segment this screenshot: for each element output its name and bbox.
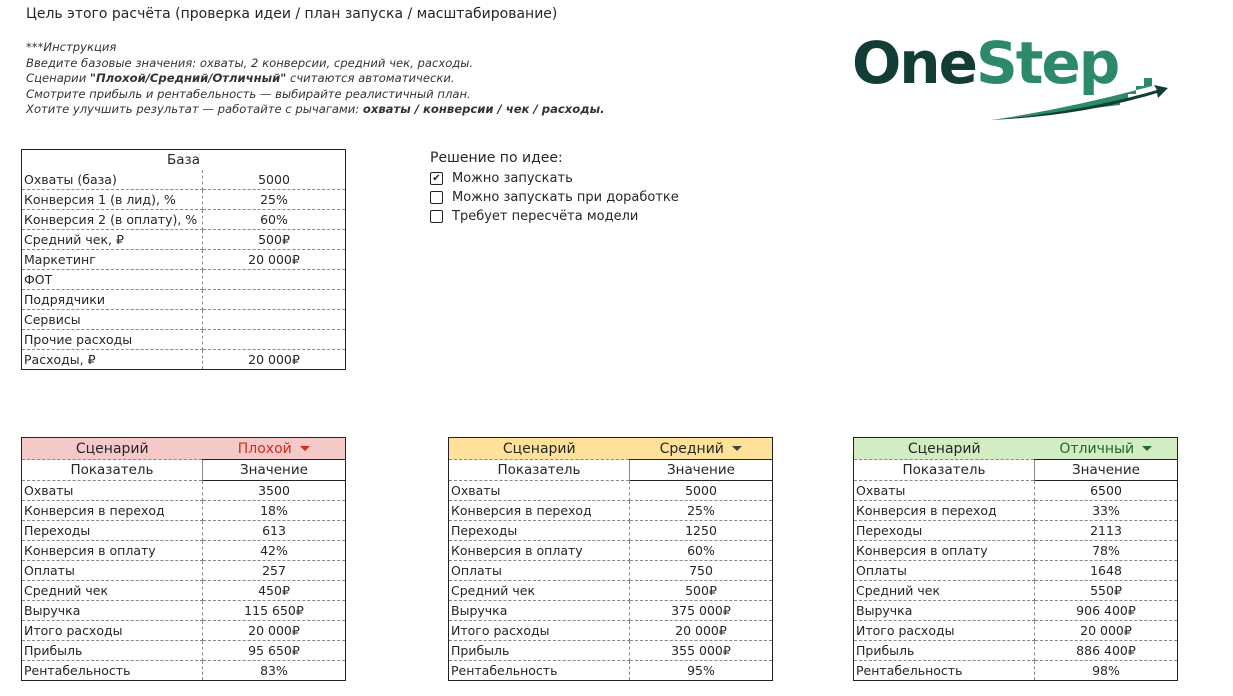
indicator-label: Прибыль — [854, 641, 1035, 661]
table-row — [22, 621, 346, 641]
decision-option-label: Можно запускать — [452, 171, 573, 186]
scenario-header-row — [449, 438, 773, 460]
scenario-label: Сценарий — [22, 438, 203, 460]
indicator-value: 355 000₽ — [630, 641, 773, 661]
indicator-label: Оплаты — [854, 561, 1035, 581]
table-row — [449, 621, 773, 641]
scenario-value: Отличный — [1059, 440, 1135, 457]
base-row — [22, 350, 346, 370]
table-row — [22, 561, 346, 581]
column-header-value: Значение — [203, 460, 346, 481]
indicator-value: 450₽ — [203, 581, 346, 601]
indicator-label: Оплаты — [449, 561, 630, 581]
indicator-value: 1648 — [1035, 561, 1178, 581]
decision-option-label: Можно запускать при доработке — [452, 190, 679, 205]
table-row — [449, 581, 773, 601]
table-row — [449, 641, 773, 661]
column-header-indicator: Показатель — [854, 460, 1035, 481]
scenario-value: Средний — [659, 440, 724, 457]
base-label: Маркетинг — [22, 250, 203, 270]
indicator-value: 6500 — [1035, 481, 1178, 501]
base-row — [22, 190, 346, 210]
base-label: Прочие расходы — [22, 330, 203, 350]
dropdown-arrow-icon[interactable] — [732, 446, 742, 451]
indicator-label: Охваты — [854, 481, 1035, 501]
indicator-value: 3500 — [203, 481, 346, 501]
indicator-value: 20 000₽ — [630, 621, 773, 641]
indicator-label: Оплаты — [22, 561, 203, 581]
table-row — [22, 661, 346, 681]
decision-option[interactable] — [430, 188, 679, 207]
base-label: Охваты (база) — [22, 170, 203, 190]
indicator-value: 78% — [1035, 541, 1178, 561]
indicator-value: 98% — [1092, 662, 1120, 678]
indicator-value: 375 000₽ — [630, 601, 773, 621]
scenario-table — [21, 437, 346, 681]
indicator-label: Охваты — [22, 481, 203, 501]
base-value-cell[interactable]: 500₽ — [203, 230, 346, 250]
table-row — [854, 521, 1178, 541]
logo-text-one: One — [852, 29, 976, 97]
base-label: Расходы, ₽ — [22, 350, 203, 370]
table-row — [22, 641, 346, 661]
indicator-value: 886 400₽ — [1035, 641, 1178, 661]
scenario-header-row — [22, 438, 346, 460]
table-row — [449, 481, 773, 501]
indicator-label: Переходы — [854, 521, 1035, 541]
indicator-label: Средний чек — [854, 581, 1035, 601]
scenario-table — [853, 437, 1178, 681]
indicator-value: 906 400₽ — [1035, 601, 1178, 621]
onestep-logo — [852, 28, 1182, 128]
indicator-label: Охваты — [449, 481, 630, 501]
column-header-indicator: Показатель — [22, 460, 203, 481]
checkbox[interactable]: ✔ — [430, 172, 443, 185]
indicator-label: Рентабельность — [22, 661, 203, 681]
indicator-label: Переходы — [449, 521, 630, 541]
base-label: Конверсия 2 (в оплату), % — [22, 210, 203, 230]
indicator-value: 18% — [203, 501, 346, 521]
indicator-value: 2113 — [1035, 521, 1178, 541]
instruction-line: Смотрите прибыль и рентабельность — выбирайте реалистичный план. — [26, 86, 471, 101]
table-row — [22, 601, 346, 621]
instructions — [26, 40, 604, 118]
base-value-cell[interactable]: 60% — [203, 210, 346, 230]
base-value-cell[interactable]: 5000 — [203, 170, 346, 190]
table-row — [854, 641, 1178, 661]
indicator-label: Конверсия в переход — [449, 501, 630, 521]
checkbox[interactable] — [430, 191, 443, 204]
instruction-line: Сценарии "Плохой/Средний/Отличный" считаются автоматически. — [26, 71, 455, 85]
scenario-label: Сценарий — [449, 438, 630, 460]
base-value-cell[interactable]: 20 000₽ — [248, 351, 300, 367]
dropdown-arrow-icon[interactable] — [300, 446, 310, 451]
column-header-indicator: Показатель — [449, 460, 630, 481]
scenario-table — [448, 437, 773, 681]
table-row — [22, 541, 346, 561]
indicator-value: 42% — [203, 541, 346, 561]
table-row — [854, 601, 1178, 621]
indicator-label: Итого расходы — [449, 621, 630, 641]
indicator-label: Итого расходы — [854, 621, 1035, 641]
indicator-label: Конверсия в переход — [854, 501, 1035, 521]
decision-option[interactable] — [430, 207, 679, 226]
indicator-value: 33% — [1035, 501, 1178, 521]
base-value-cell[interactable] — [203, 290, 346, 310]
scenario-select[interactable] — [203, 438, 346, 460]
base-value-cell[interactable] — [203, 270, 346, 290]
table-row — [449, 521, 773, 541]
indicator-value: 83% — [260, 662, 288, 678]
indicator-label: Средний чек — [22, 581, 203, 601]
base-row — [22, 330, 346, 350]
indicator-value: 257 — [203, 561, 346, 581]
indicator-value: 25% — [630, 501, 773, 521]
dropdown-arrow-icon[interactable] — [1142, 446, 1152, 451]
indicator-label: Средний чек — [449, 581, 630, 601]
base-label: ФОТ — [22, 270, 203, 290]
decision-option[interactable] — [430, 169, 679, 188]
indicator-label: Выручка — [449, 601, 630, 621]
scenario-label: Сценарий — [854, 438, 1035, 460]
indicator-value: 750 — [630, 561, 773, 581]
instruction-line: Введите базовые значения: охваты, 2 конверсии, средний чек, расходы. — [26, 55, 474, 70]
base-label: Сервисы — [22, 310, 203, 330]
indicator-label: Рентабельность — [449, 661, 630, 681]
indicator-value: 95% — [687, 662, 715, 678]
indicator-label: Выручка — [854, 601, 1035, 621]
indicator-value: 1250 — [630, 521, 773, 541]
base-value-cell[interactable] — [203, 310, 346, 330]
table-row — [854, 561, 1178, 581]
table-row — [854, 501, 1178, 521]
base-header: База — [167, 152, 200, 168]
scenario-value: Плохой — [237, 440, 292, 457]
decision-header: Решение по идее: — [430, 150, 563, 166]
indicator-value: 115 650₽ — [203, 601, 346, 621]
base-label: Подрядчики — [22, 290, 203, 310]
indicator-value: 60% — [630, 541, 773, 561]
indicator-value: 20 000₽ — [203, 621, 346, 641]
page-title: Цель этого расчёта (проверка идеи / план запуска / масштабирование) — [26, 6, 558, 22]
logo-text-step: Step — [975, 29, 1119, 97]
table-row — [449, 541, 773, 561]
indicator-value: 500₽ — [630, 581, 773, 601]
table-row — [854, 481, 1178, 501]
table-row — [22, 581, 346, 601]
indicator-value: 613 — [203, 521, 346, 541]
column-header-value: Значение — [1035, 460, 1178, 481]
base-value-cell[interactable]: 25% — [203, 190, 346, 210]
table-row — [22, 521, 346, 541]
table-row — [854, 661, 1178, 681]
indicator-label: Переходы — [22, 521, 203, 541]
indicator-label: Выручка — [22, 601, 203, 621]
indicator-label: Конверсия в оплату — [449, 541, 630, 561]
column-header-value: Значение — [630, 460, 773, 481]
base-row — [22, 270, 346, 290]
indicator-label: Конверсия в переход — [22, 501, 203, 521]
base-label: Конверсия 1 (в лид), % — [22, 190, 203, 210]
indicator-label: Конверсия в оплату — [22, 541, 203, 561]
base-row — [22, 310, 346, 330]
table-row — [854, 581, 1178, 601]
indicator-label: Прибыль — [22, 641, 203, 661]
scenario-header-row — [854, 438, 1178, 460]
indicator-value: 20 000₽ — [1035, 621, 1178, 641]
table-row — [449, 501, 773, 521]
stairs-arrow-icon — [852, 28, 1182, 128]
table-row — [22, 501, 346, 521]
indicator-value: 550₽ — [1035, 581, 1178, 601]
checkbox[interactable] — [430, 210, 443, 223]
indicator-label: Прибыль — [449, 641, 630, 661]
table-row — [22, 481, 346, 501]
scenario-select[interactable] — [1035, 438, 1178, 460]
indicator-label: Конверсия в оплату — [854, 541, 1035, 561]
decision-panel — [430, 150, 679, 226]
table-row — [854, 621, 1178, 641]
base-table — [21, 149, 346, 370]
instruction-line: Хотите улучшить результат — работайте с рычагами: охваты / конверсии / чек / расходы. — [26, 102, 605, 116]
base-value-cell[interactable] — [203, 330, 346, 350]
decision-option-label: Требует пересчёта модели — [452, 209, 639, 224]
base-row — [22, 250, 346, 270]
table-row — [449, 661, 773, 681]
table-row — [449, 601, 773, 621]
base-row — [22, 230, 346, 250]
base-row — [22, 290, 346, 310]
indicator-label: Рентабельность — [854, 661, 1035, 681]
table-row — [449, 561, 773, 581]
base-label: Средний чек, ₽ — [22, 230, 203, 250]
base-row — [22, 210, 346, 230]
indicator-label: Итого расходы — [22, 621, 203, 641]
base-row — [22, 170, 346, 190]
base-value-cell[interactable]: 20 000₽ — [203, 250, 346, 270]
indicator-value: 95 650₽ — [203, 641, 346, 661]
instruction-heading: ***Инструкция — [26, 40, 117, 54]
scenario-select[interactable] — [630, 438, 773, 460]
indicator-value: 5000 — [630, 481, 773, 501]
table-row — [854, 541, 1178, 561]
